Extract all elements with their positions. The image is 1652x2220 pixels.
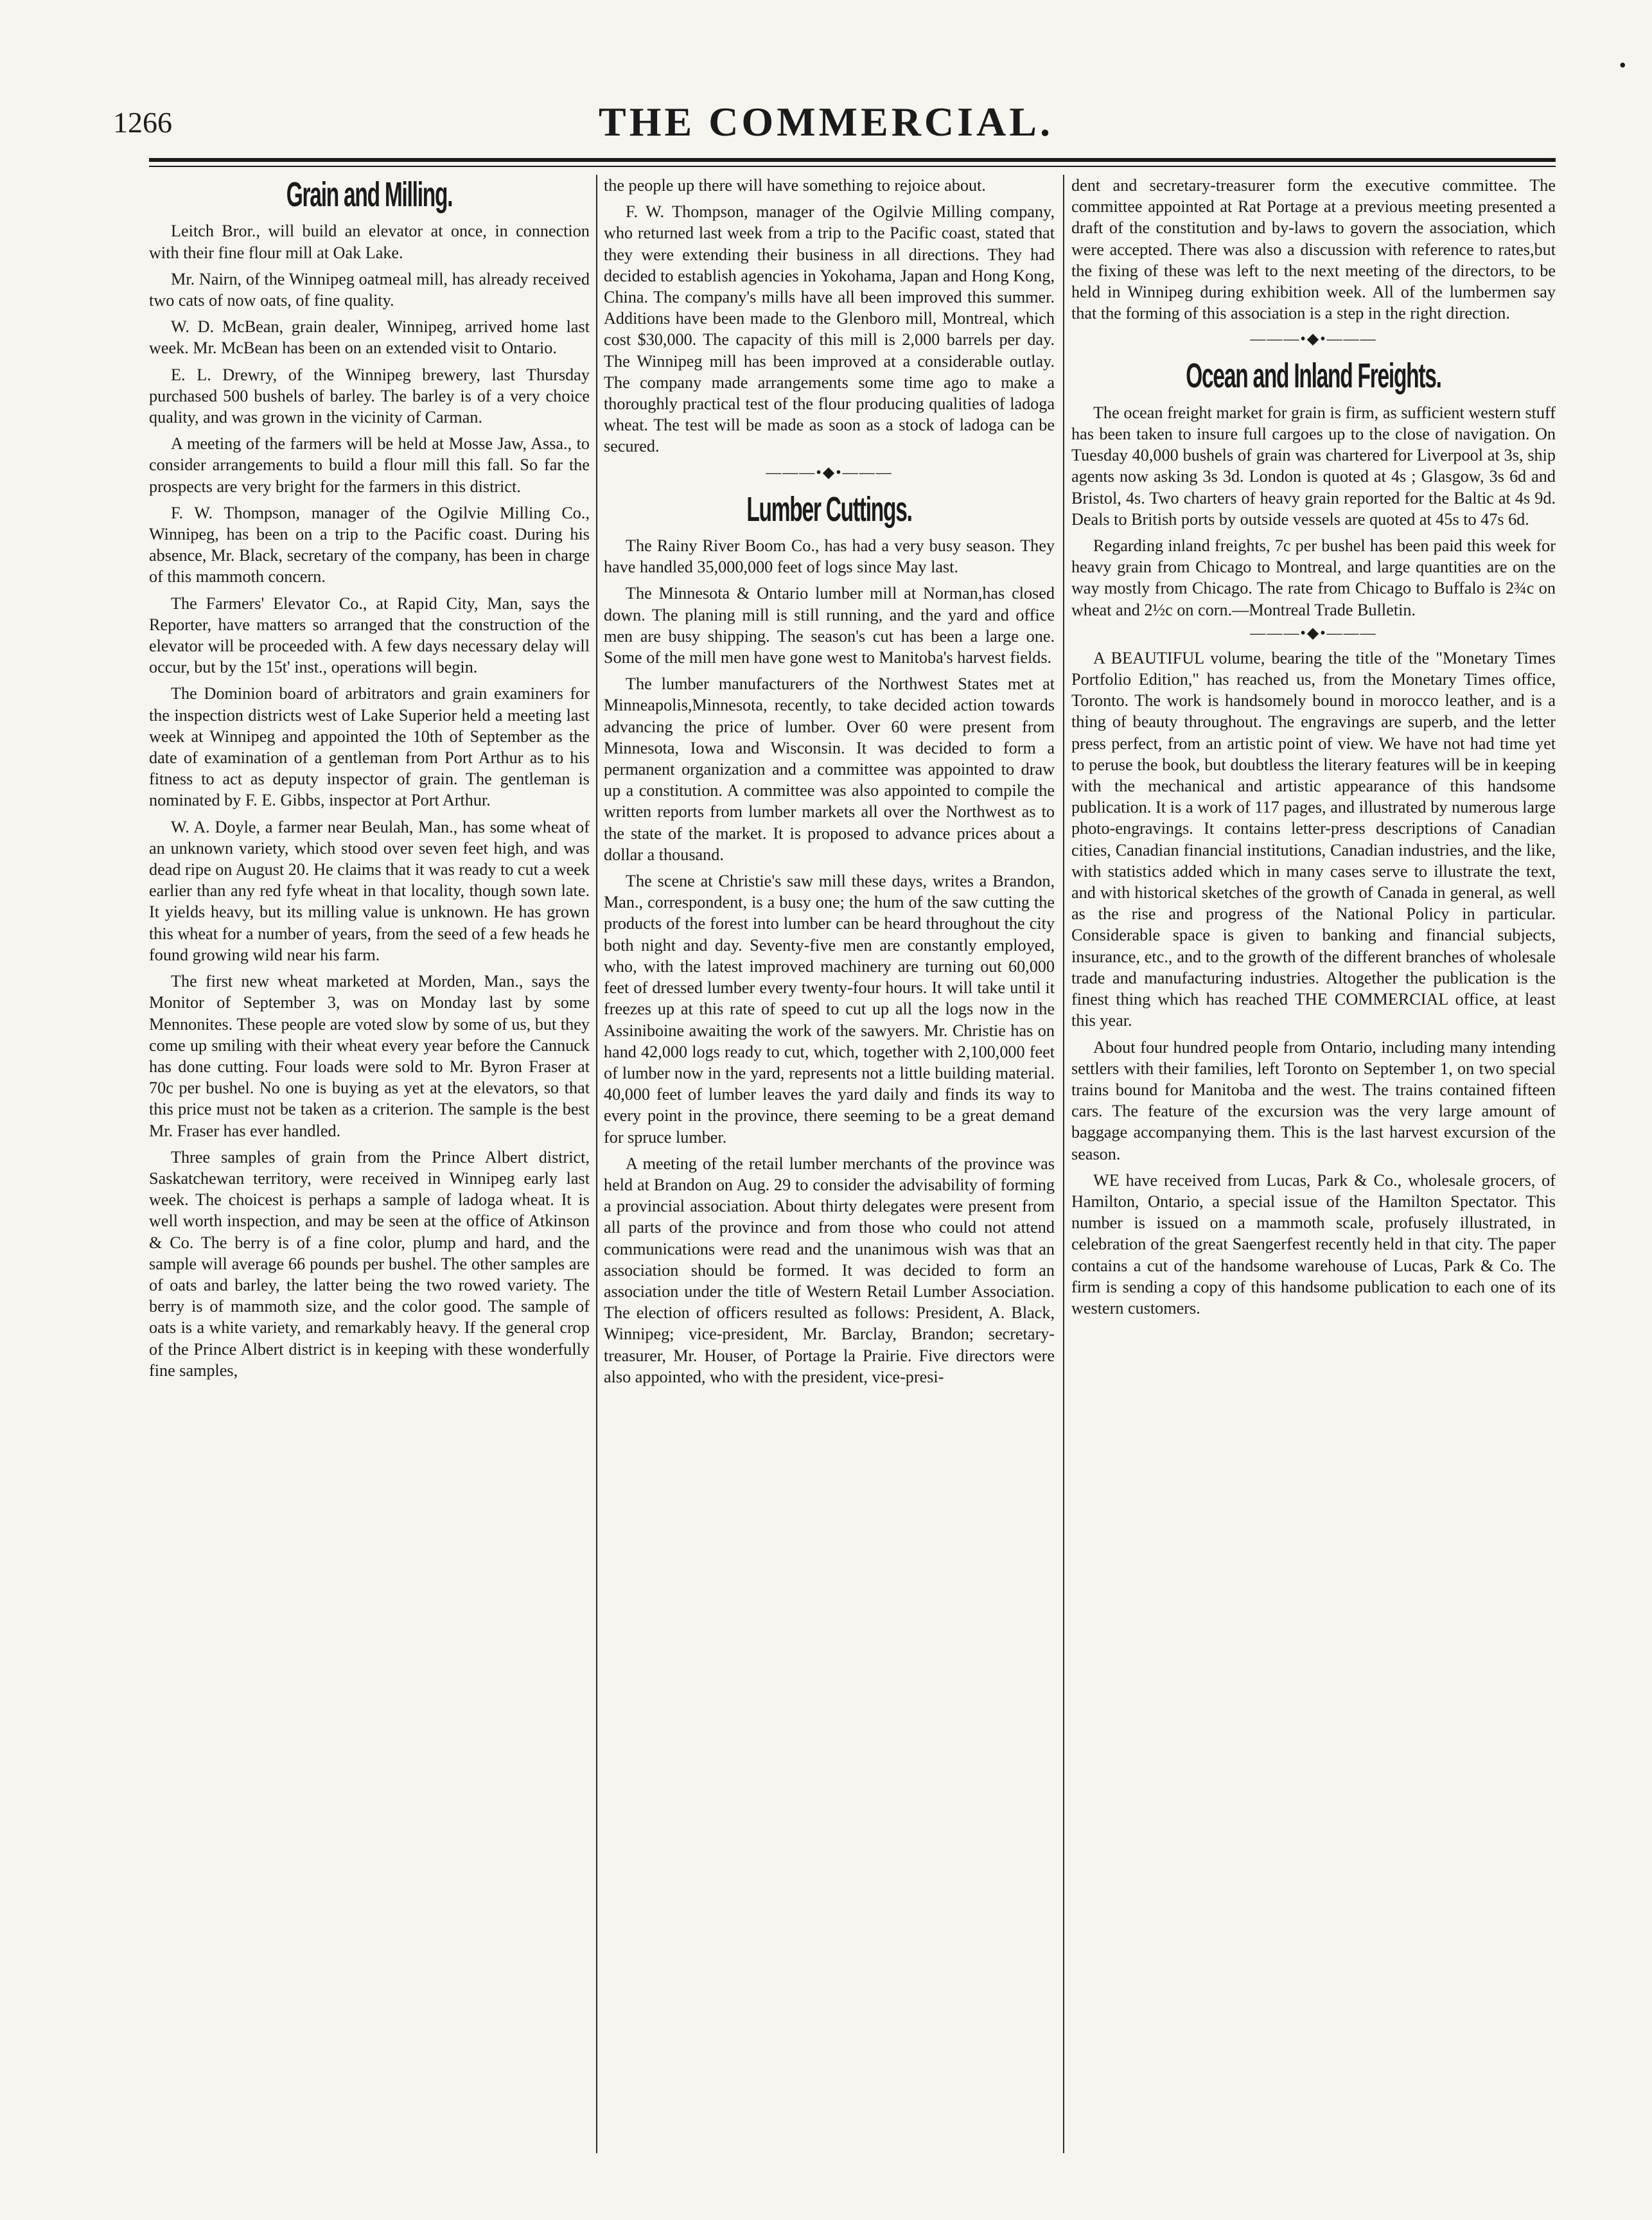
section-ornament: ———•◆•———: [766, 464, 893, 481]
article-paragraph: The Rainy River Boom Co., has had a very busy season. They have handled 35,000,000 feet of logs since May last.: [604, 536, 1055, 577]
column-divider-2: [1063, 175, 1064, 2153]
margin-mark: •: [1617, 57, 1628, 76]
column-divider-1: [596, 175, 597, 2153]
column-2: [604, 175, 1055, 2153]
section-heading-freights: Ocean and Inland Freights.: [1186, 357, 1441, 396]
article-paragraph: The scene at Christie's saw mill these days, writes a Brandon, Man., correspondent, is a busy one; the hum of the saw cutting the products of the forest into lumber can be heard throughout the city both night and day. Seventy-five men are constantly employed, who, with the latest improved machinery are turning out 60,000 feet of dressed lumber every twenty-four hours. It will take until it freezes up at this rate of speed to cut up all the logs now in the Assiniboine awaiting the work of the sawyers. Mr. Christie has on hand 42,000 logs ready to cut, which, together with 2,100,000 feet of lumber now in the yard, represents not a little building material. 40,000 feet of lumber leaves the yard daily and finds its way to every point in the province, there seeming to be a great demand for spruce lumber.: [604, 872, 1055, 1147]
article-paragraph: A meeting of the retail lumber merchants of the province was held at Brandon on Aug. 29 to consider the advisability of forming a provincial association. About thirty delegates were present from all parts of the province and from those who could not attend communications were read and the unanimous wish was that an association should be formed. It was decided to form an association under the title of Western Retail Lumber Association. The election of officers resulted as follows: President, A. Black, Winnipeg; vice-president, Mr. Barclay, Brandon; secretary-treasurer, Mr. Houser, of Portage la Prairie. Five directors were also appointed, who with the president, vice-presi-: [604, 1154, 1055, 1386]
article-paragraph: W. D. McBean, grain dealer, Winnipeg, arrived home last week. Mr. McBean has been on an extended visit to Ontario.: [149, 317, 590, 358]
article-paragraph: Regarding inland freights, 7c per bushel has been paid this week for heavy grain from Chicago to Montreal, and large quantities are on the way mostly from Chicago. The rate from Chicago to Buffalo is 2¾c on wheat and 2½c on corn.—Montreal Trade Bulletin.: [1071, 536, 1556, 619]
column-1: [149, 175, 590, 2153]
article-paragraph: Mr. Nairn, of the Winnipeg oatmeal mill, has already received two cats of now oats, of fine quality.: [149, 269, 590, 310]
article-paragraph: W. A. Doyle, a farmer near Beulah, Man., has some wheat of an unknown variety, which stood over seven feet high, and was dead ripe on August 20. He claims that it was ready to cut a week earlier than any red fyfe wheat in that locality, though sown late. It yields heavy, but its milling value is unknown. He has grown this wheat for a number of years, from the seed of a few heads he found growing wild near his farm.: [149, 817, 590, 964]
article-paragraph: The Dominion board of arbitrators and grain examiners for the inspection districts west of Lake Superior held a meeting last week at Winnipeg and appointed the 10th of September as the date of examination of a gentleman from Port Arthur as to his fitness to act as deputy inspector of grain. The gentleman is nominated by F. E. Gibbs, inspector at Port Arthur.: [149, 684, 590, 810]
page-number: 1266: [113, 106, 172, 139]
article-paragraph: The Minnesota & Ontario lumber mill at Norman,has closed down. The planing mill is still running, and the yard and office men are busy shipping. The season's cut has been a large one. Some of the mill men have gone west to Manitoba's harvest fields.: [604, 584, 1055, 667]
section-ornament: ———•◆•———: [1250, 331, 1377, 348]
column-3: [1071, 175, 1556, 2153]
article-paragraph: The first new wheat marketed at Morden, Man., says the Monitor of September 3, was on Monday last by some Mennonites. These people are voted slow by some of us, but they come up smiling with their wheat every year before the Cannuck has done cutting. Four loads were sold to Mr. Byron Fraser at 70c per bushel. No one is buying as yet at the elevators, so that this price must not be taken as a criterion. The sample is the best Mr. Fraser has ever handled.: [149, 972, 590, 1140]
section-ornament: ———•◆•———: [1250, 624, 1377, 642]
article-paragraph: A BEAUTIFUL volume, bearing the title of the "Monetary Times Portfolio Edition," has reached us, from the Monetary Times office, Toronto. The work is handsomely bound in morocco leather, and is a thing of beauty throughout. The engravings are superb, and the letter press perfect, from an artistic point of view. We have not had time yet to peruse the book, but doubtless the literary features will be in keeping with the mechanical and artistic appearance of this handsome publication. It is a work of 117 pages, and illustrated by numerous large photo-engravings. It contains letter-press descriptions of Canadian cities, Canadian financial institutions, Canadian industries, and the like, with statistics added which in many cases serve to illustrate the text, and with historical sketches of the growth of Canada in general, as well as the rise and progress of the National Policy in particular. Considerable space is given to banking and financial subjects, insurance, etc., and to the growth of the different branches of wholesale trade and manufacturing industries. Altogether the publication is the finest thing which has reached THE COMMERCIAL office, at least this year.: [1071, 648, 1556, 1030]
article-paragraph: Three samples of grain from the Prince Albert district, Saskatchewan territory, were received in Winnipeg early last week. The choicest is perhaps a sample of ladoga wheat. It is well worth inspection, and may be seen at the office of Atkinson & Co. The berry is of a fine color, plump and hard, and the sample will average 66 pounds per bushel. The other samples are of oats and barley, the latter being the two rowed variety. The berry is of mammoth size, and the color good. The sample of oats is a white variety, and remarkably heavy. If the general crop of the Prince Albert district is in keeping with these wonderfully fine samples,: [149, 1147, 590, 1380]
article-paragraph: WE have received from Lucas, Park & Co., wholesale grocers, of Hamilton, Ontario, a special issue of the Hamilton Spectator. This number is issued on a mammoth scale, profusely illustrated, in celebration of the great Saengerfest recently held in that city. The paper contains a cut of the handsome warehouse of Lucas, Park & Co. The firm is sending a copy of this handsome publication to each one of its western customers.: [1071, 1170, 1556, 1317]
masthead-title: THE COMMERCIAL.: [599, 99, 1053, 145]
article-continuation: dent and secretary-treasurer form the executive committee. The committee appointed at Rat Portage at a previous meeting presented a draft of the constitution and by-laws to govern the association, which were accepted. There was also a discussion with reference to rates,but the fixing of these was left to the next meeting of the directors, to be held in Winnipeg during exhibition week. All of the lumbermen say that the forming of this association is a step in the right direction.: [1071, 176, 1556, 323]
header-rule-thin: [149, 166, 1556, 167]
section-heading-lumber: Lumber Cuttings.: [746, 489, 912, 529]
article-paragraph: F. W. Thompson, manager of the Ogilvie Milling Co., Winnipeg, has been on a trip to the Pacific coast. During his absence, Mr. Black, secretary of the company, has been in charge of this mammoth concern.: [149, 503, 590, 586]
section-heading-grain: Grain and Milling.: [286, 175, 453, 214]
article-paragraph: The Farmers' Elevator Co., at Rapid City, Man, says the Reporter, have matters so arranged that the construction of the elevator will be proceeded with. A few days necessary delay will occur, but by the 15t' inst., operations will begin.: [149, 594, 590, 677]
article-paragraph: Leitch Bror., will build an elevator at once, in connection with their fine flour mill at Oak Lake.: [149, 222, 590, 262]
article-paragraph: F. W. Thompson, manager of the Ogilvie Milling company, who returned last week from a trip to the Pacific coast, stated that they were extending their business in all directions. They had decided to establish agencies in Yokohama, Japan and Hong Kong, China. The company's mills have all been improved this summer. Additions have been made to the Glenboro mill, Montreal, which cost $30,000. The capacity of this mill is 2,000 barrels per day. The Winnipeg mill has been improved at a considerable outlay. The company made arrangements some time ago to make a thoroughly practical test of the flour producing qualities of ladoga wheat. The test will be made as soon as a stock of ladoga can be secured.: [604, 202, 1055, 456]
article-paragraph: The ocean freight market for grain is firm, as sufficient western stuff has been taken to insure full cargoes up to the close of navigation. On Tuesday 40,000 bushels of grain was chartered for Liverpool at 3s, ship agents now asking 3s 3d. London is quoted at 4s ; Glasgow, 3s 6d and Bristol, 4s. Two charters of heavy grain reported for the Baltic at 4s 9d. Deals to British ports by outside vessels are quoted at 45s to 47s 6d.: [1071, 403, 1556, 529]
article-paragraph: The lumber manufacturers of the Northwest States met at Minneapolis,Minnesota, recently, to take decided action towards advancing the price of lumber. Over 60 were present from Minnesota, Iowa and Wisconsin. It was decided to form a permanent organization and a committee was appointed to draw up a constitution. A committee was also appointed to compile the written reports from lumber markets all over the Northwest as to the state of the market. It is proposed to advance prices about a dollar a thousand.: [604, 674, 1055, 864]
header-rule-thick: [149, 158, 1556, 162]
article-paragraph: About four hundred people from Ontario, including many intending settlers with their families, left Toronto on September 1, on two special trains bound for Manitoba and the west. The trains contained fifteen cars. The feature of the excursion was the very large amount of baggage accompanying them. This is the last harvest excursion of the season.: [1071, 1037, 1556, 1163]
article-continuation: the people up there will have something to rejoice about.: [604, 176, 986, 195]
article-paragraph: A meeting of the farmers will be held at Mosse Jaw, Assa., to consider arrangements to build a flour mill this fall. So far the prospects are very bright for the farmers in this district.: [149, 434, 590, 496]
article-paragraph: E. L. Drewry, of the Winnipeg brewery, last Thursday purchased 500 bushels of barley. The barley is of a very choice quality, and was grown in the vicinity of Carman.: [149, 365, 590, 427]
